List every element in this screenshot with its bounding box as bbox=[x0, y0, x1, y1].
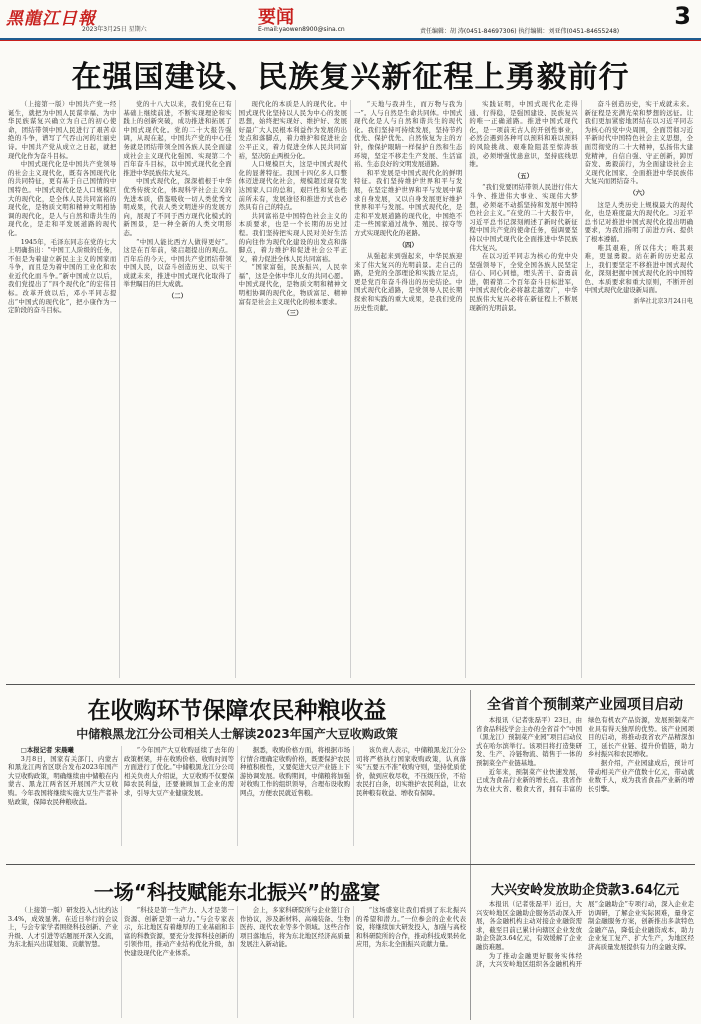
lead-paragraph: 在以习近平同志为核心的党中央坚强领导下，全党全国各族人民坚定信心、同心同德，埋头苦干、奋勇前进，朝着第二个百年奋斗目标进军，中国式现代化必将越走越宽广，中华民族伟大复兴必将在新征程上不断展现新的光明前景。 bbox=[469, 252, 578, 312]
lead-byline: 新华社北京3月24日电 bbox=[633, 298, 693, 306]
lead-paragraph: 这是人类历史上规模最大的现代化，也是难度最大的现代化。习近平总书记对推进中国式现代化提出明确要求，为我们指明了前进方向、提供了根本遵循。 bbox=[584, 200, 693, 243]
section-numeral: （三） bbox=[283, 309, 303, 318]
newspaper-logo: 黑龍江日報 bbox=[6, 9, 96, 29]
article2-body bbox=[8, 746, 466, 846]
section-numeral: （四） bbox=[398, 240, 418, 249]
article3-headline: 全省首个预制菜产业园项目启动 bbox=[487, 697, 683, 713]
section-divider bbox=[6, 864, 695, 865]
section-email: E-mail:yaowen8900@sina.cn bbox=[258, 26, 345, 33]
lead-paragraph: 共同富裕是中国特色社会主义的本质要求，也是一个长期的历史过程。我们坚持把实现人民对美好生活的向往作为现代化建设的出发点和落脚点，着力维护和促进社会公平正义，着力促进全体人民共同富裕。 bbox=[238, 211, 347, 263]
lead-paragraph: （上接第一版）中国共产党一经诞生，就把为中国人民谋幸福、为中华民族谋复兴确立为自己的初心使命，团结带领中国人民进行了艰苦卓绝的斗争，谱写了气吞山河的壮丽史诗。中国共产党从成立之日起，就把现代化作为奋斗目标。 bbox=[8, 100, 117, 160]
issue-date: 2023年3月25日 星期六 bbox=[82, 26, 147, 33]
lead-paragraph: “国家富强，民族振兴，人民幸福”，这是全体中华儿女的共同心愿。中国式现代化，是物质文明和精神文明相协调的现代化，物质富足、精神富有是社会主义现代化的根本要求。 bbox=[238, 263, 347, 306]
article2-headline: 在收购环节保障农民种粮收益 bbox=[87, 698, 387, 724]
lead-paragraph: “天地与我并生，而万物与我为一”。人与自然是生命共同体。中国式现代化是人与自然和谐共生的现代化。我们坚持可持续发展，坚持节约优先、保护优先、自然恢复为主的方针，像保护眼睛一样保护自然和生态环境，坚定不移走生产发展、生活富裕、生态良好的文明发展道路。 bbox=[353, 100, 463, 169]
article5-body bbox=[476, 900, 694, 1018]
lead-paragraph: 和平发展是中国式现代化的鲜明特征。我们坚持维护世界和平与发展，在坚定维护世界和平与发展中谋求自身发展，又以自身发展更好维护世界和平与发展。中国式现代化，是走和平发展道路的现代化，中国绝不走一些国家通过战争、殖民、掠夺等方式实现现代化的老路。 bbox=[353, 168, 463, 237]
article3-paragraph: 近年来，预制菜产业快速发展，已成为食品行业新的增长点。我省作为农业大省、粮食大省，拥有丰富的绿色有机农产品资源，发展预制菜产业具有得天独厚的优势。该产业园项目的启动，将推动我省农产品精深加工，延长产业链、提升价值链，助力乡村振兴和农民增收。 bbox=[476, 716, 694, 793]
lead-paragraph: 人口规模巨大，这是中国式现代化的显著特征。我国十四亿多人口整体迈进现代化社会，规模超过现有发达国家人口的总和，艰巨性和复杂性前所未有，发展途径和推进方式也必然具有自己的特点。 bbox=[238, 160, 347, 212]
article4-paragraph: “科技是第一生产力、人才是第一资源、创新是第一动力。”与会专家表示，东北地区有着雄厚的工业基础和丰富的科教资源，要充分发挥科技创新的引领作用，推动产业结构优化升级，加快建设现代化产业体系。 bbox=[124, 906, 234, 957]
lead-paragraph: “我们党要团结带领人民进行伟大斗争、推进伟大事业、实现伟大梦想，必须毫不动摇坚持和发展中国特色社会主义。”在党的二十大报告中，习近平总书记深刻阐述了新时代新征程中国共产党的使命任务，强调要坚持以中国式现代化全面推进中华民族伟大复兴。 bbox=[469, 183, 578, 252]
article2-subheadline: 中储粮黑龙江分公司相关人士解读2023年国产大豆收购政策 bbox=[76, 727, 398, 741]
article3-body bbox=[476, 716, 694, 852]
lead-paragraph: 从强起来到强起来，中华民族迎来了伟大复兴的光明前景。走自己的路，是党的全部理论和实践立足点，更是党百年奋斗得出的历史结论。中国式现代化道路，是党领导人民长期探索和实践的重大成果，是我们党的历史性贡献。 bbox=[353, 252, 463, 312]
article2-reporter: □本报记者 宋晨曦 bbox=[20, 746, 74, 754]
article2-paragraph: “今年国产大豆收购延续了去年的政策框架，并在收购价格、收购时间等方面进行了优化。”中储粮黑龙江分公司相关负责人介绍说，大豆收购不仅要保障农民利益，还要兼顾加工企业的需求，引导大豆产业健康发展。 bbox=[124, 746, 234, 797]
article4-paragraph: 会上，多家科研院所与企业签订合作协议，涉及新材料、高端装备、生物医药、现代农业等多个领域。这些合作项目落地后，将为东北地区经济高质量发展注入新动能。 bbox=[240, 906, 350, 949]
lead-paragraph: 1945年，毛泽东同志在党的七大上明确指出：“中国工人阶级的任务，不但是为着建立新民主主义的国家而斗争，而且是为着中国的工业化和农业近代化而斗争。”新中国成立以后，我们党提出了“四个现代化”的宏伟目标。改革开放以后，邓小平同志提出“中国式的现代化”，把小康作为一定阶段的奋斗目标。 bbox=[8, 237, 117, 315]
article3-paragraph: 本报讯（记者张磊平）23日，由省食品科技学会主办的全省首个“中国（黑龙江）预制菜产业园”项目启动仪式在哈尔滨举行。该项目将打造集研发、生产、冷链物流、销售于一体的预制菜全产业链基地。 bbox=[476, 716, 582, 767]
lead-paragraph: 现代化的本质是人的现代化。中国式现代化坚持以人民为中心的发展思想，始终把实现好、维护好、发展好最广大人民根本利益作为发展的出发点和落脚点，着力维护和促进社会公平正义，着力促进全体人民共同富裕，坚决防止两极分化。 bbox=[238, 100, 347, 160]
article4-body bbox=[8, 906, 466, 1018]
masthead-divider bbox=[0, 40, 701, 41]
article5-paragraph: 本报讯（记者张磊平）近日，大兴安岭地区金融助企服务活动深入开展，各金融机构主动对接企业融资需求，截至目前已累计向辖区企业发放助企贷款3.64亿元，有效缓解了企业融资难题。 bbox=[476, 900, 582, 951]
article5-paragraph: 为了推动金融更好服务实体经济，大兴安岭地区组织各金融机构开展“金融助企”专项行动，深入企业走访调研，了解企业实际困难，量身定制金融服务方案，创新推出多款特色金融产品，降低企业融资成本，助力企业复工复产、扩大生产，为地区经济高质量发展提供有力的金融支撑。 bbox=[476, 900, 694, 969]
article3-paragraph: 据介绍，产业园建成后，预计可带动相关产业产值数十亿元，带动就业数千人，成为我省食品产业新的增长引擎。 bbox=[588, 758, 694, 793]
lead-paragraph: 奋斗创造历史，实干成就未来。新征程是充满光荣和梦想的远征。让我们更加紧密地团结在以习近平同志为核心的党中央周围，全面贯彻习近平新时代中国特色社会主义思想，全面贯彻党的二十大精神，弘扬伟大建党精神，自信自强、守正创新，踔厉奋发、勇毅前行，为全面建设社会主义现代化国家、全面推进中华民族伟大复兴而团结奋斗。 bbox=[584, 100, 693, 186]
lead-paragraph: 实践证明，中国式现代化走得通、行得稳，是强国建设、民族复兴的唯一正确道路。推进中国式现代化，是一项前无古人的开创性事业，必然会遇到各种可以预料和难以预料的风险挑战、艰难险阻甚至惊涛骇浪，必须增强忧患意识，坚持底线思维。 bbox=[469, 100, 578, 169]
editor-credits: 责任编辑：胡 涛(0451-84697306) 执行编辑：刘亚伟(0451-84655248) bbox=[420, 28, 620, 35]
section-numeral: （五） bbox=[513, 171, 534, 180]
article4-paragraph: “这场盛宴让我们看到了东北振兴的希望和潜力。”一位参会的企业代表说，将继续加大研发投入，加强与高校和科研院所的合作，推动科技成果转化应用，为东北全面振兴贡献力量。 bbox=[356, 906, 466, 949]
lead-paragraph: 中国式现代化是中国共产党领导的社会主义现代化，既有各国现代化的共同特征，更有基于自己国情的中国特色。中国式现代化是人口规模巨大的现代化，是全体人民共同富裕的现代化，是物质文明和精神文明相协调的现代化，是人与自然和谐共生的现代化，是走和平发展道路的现代化。 bbox=[8, 160, 117, 237]
article4-headline: 一场“科技赋能东北振兴”的盛宴 bbox=[93, 880, 381, 904]
masthead-bar bbox=[0, 0, 701, 40]
article2-paragraph: 该负责人表示，中储粮黑龙江分公司将严格执行国家收购政策，认真落实“五要五不准”收购守则，坚持优质优价，做到应收尽收，不压级压价，不给农民打白条，切实维护农民利益，让农民种粮有收益、增收有保障。 bbox=[356, 746, 466, 797]
article4-paragraph: （上接第一版）研发投入占比约达3.4%，成效显著。在近日举行的会议上，与会专家学者围绕科技创新、产业升级、人才引进等话题展开深入交流，为东北振兴出谋划策、贡献智慧。 bbox=[8, 906, 118, 949]
lead-paragraph: 唯其艰难，所以伟大；唯其艰难，更显勇毅。站在新的历史起点上，我们要坚定不移推进中国式现代化，深刻把握中国式现代化的中国特色、本质要求和重大原则，不断开创中国式现代化建设新局面。 bbox=[584, 243, 693, 295]
article2-paragraph: 据悉，收购价格方面，将根据市场行情合理确定收购价格，既要保护农民种植积极性，又要促进大豆产业链上下游协调发展。收购期间，中储粮将加强对收购工作的组织领导，合理布设收购网点，方便农民就近售粮。 bbox=[240, 746, 350, 797]
lead-paragraph: 党的十八大以来，我们党在已有基础上继续前进，不断实现理论和实践上的创新突破，成功推进和拓展了中国式现代化。党的二十大报告强调，从现在起，中国共产党的中心任务就是团结带领全国各族人民全面建成社会主义现代化强国、实现第二个百年奋斗目标，以中国式现代化全面推进中华民族伟大复兴。 bbox=[123, 100, 232, 177]
article5-headline: 大兴安岭发放助企贷款3.64亿元 bbox=[490, 883, 680, 898]
lead-paragraph: “中国人能比西方人做得更好”。这是在百年前，梁启超提出的观点。百年后的今天，中国共产党团结带领中国人民，以奋斗创造历史、以实干成就未来，推进中国式现代化取得了举世瞩目的巨大成就。 bbox=[123, 237, 232, 289]
column-divider bbox=[470, 690, 471, 1020]
section-numeral: （二） bbox=[167, 292, 188, 301]
section-divider bbox=[6, 684, 695, 685]
page-number: 3 bbox=[674, 2, 691, 30]
article2-paragraph: 3月8日，国家有关部门、内蒙古和黑龙江两省区联合发布2023年国产大豆收购政策，明确继续由中储粮在内蒙古、黑龙江两省区开展国产大豆收购。今年我国将继续实施大豆生产者补贴政策，保障农民种粮收益。 bbox=[8, 754, 118, 806]
section-title: 要闻 bbox=[258, 7, 294, 28]
lead-paragraph: 中国式现代化，深深植根于中华优秀传统文化，体现科学社会主义的先进本质，借鉴吸收一切人类优秀文明成果，代表人类文明进步的发展方向，展现了不同于西方现代化模式的新图景，是一种全新的人类文明形态。 bbox=[123, 177, 232, 237]
section-numeral: （六） bbox=[629, 188, 649, 197]
lead-headline: 在强国建设、民族复兴新征程上勇毅前行 bbox=[71, 60, 630, 95]
lead-article-body bbox=[8, 100, 693, 678]
